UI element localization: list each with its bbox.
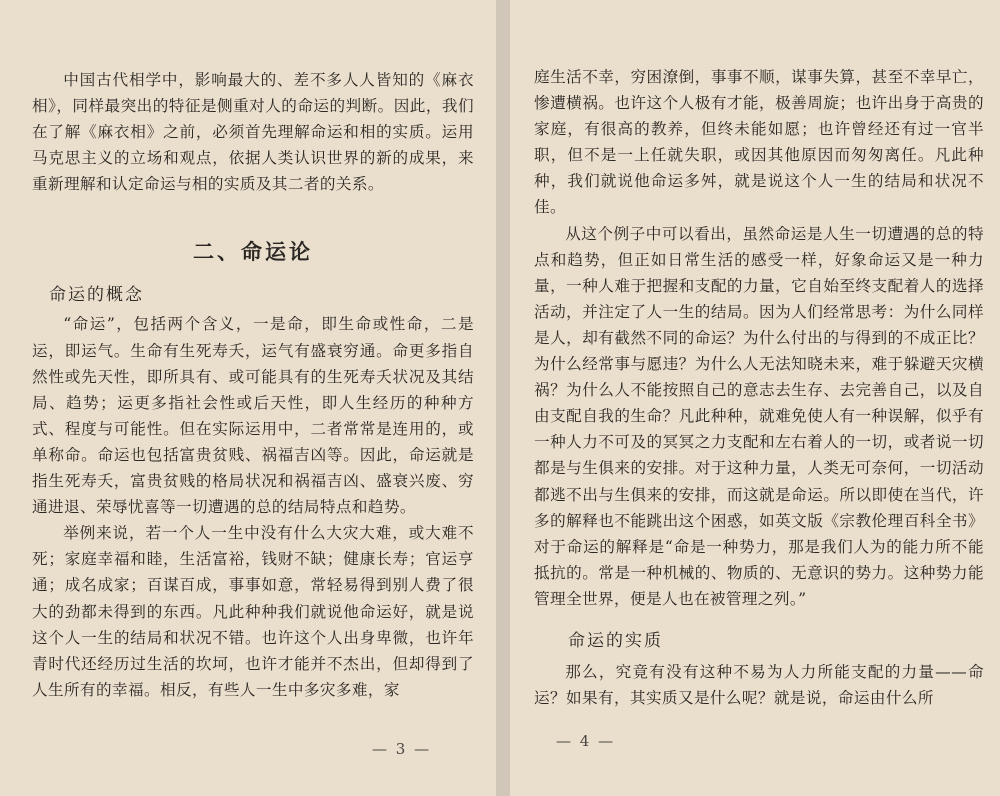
force-paragraph: 从这个例子中可以看出，虽然命运是人生一切遭遇的总的特点和趋势，但正如日常生活的感受一样，好象命运又是一种力量，一种人难于把握和支配的力量，它自始至终支配着人的选择活动，并注定了人一生的结局。因为人们经常思考：为什么同样是人，却有截然不同的命运？为什么付出的与得到的不成正比？为什么经常事与愿违？为什么人无法知晓未来，难于躲避天灾横祸？为什么人不能按照自己的意志去生存、去完善自己，以及自由支配自我的生命？凡此种种，就难免使人有一种误解，似乎有一种人力不可及的冥冥之力支配和左右着人的一切，或者说一切都是与生俱来的安排。对于这种力量，人类无可奈何，一切活动都逃不出与生俱来的安排，而这就是命运。所以即使在当代，许多的解释也不能跳出这个困惑，如英文版《宗教伦理百科全书》对于命运的解释是“命是一种势力，那是我们人为的能力所不能抵抗的。常是一种机械的、物质的、无意识的势力。这种势力能管理全世界，便是人也在被管理之列。” (534, 224, 984, 608)
question-paragraph: 那么，究竟有没有这种不易为人力所能支配的力量——命运？如果有，其实质又是什么呢？就是说，命运由什么所 (534, 662, 984, 708)
page-number-left: — 3 — (372, 740, 432, 758)
right-page (510, 0, 1000, 796)
section-title: 二、命运论 (193, 239, 313, 265)
concept-paragraph: “命运”，包括两个含义，一是命，即生命或性命，二是运，即运气。生命有生死寿夭，运气有盛衰穷通。命更多指自然性或先天性，即所具有、或可能具有的生死寿夭状况及其结局、趋势；运更多指社会性或后天性，即人生经历的种种方式、程度与可能性。但在实际运用中，二者常常是连用的，或单称命。命运也包括富贵贫贱、祸福吉凶等。因此，命运就是指生死寿夭，富贵贫贱的格局状况和祸福吉凶、盛衰兴废、穷通进退、荣辱忧喜等一切遭遇的总的结局特点和趋势。 (32, 315, 474, 517)
example-paragraph: 举例来说，若一个人一生中没有什么大灾大难，或大难不死；家庭幸福和睦，生活富裕，钱财不缺；健康长寿；官运亨通；成名成家；百谋百成，事事如意，常轻易得到别人费了很大的劲都未得到的东西。凡此种种我们就说他命运好，就是说这个人一生的结局和状况不错。也许这个人出身卑微，也许年青时代还经历过生活的坎坷，也许才能并不杰出，但却得到了人生所有的幸福。相反，有些人一生中多灾多难，家 (32, 524, 474, 699)
continued-paragraph: 庭生活不幸，穷困潦倒，事事不顺，谋事失算，甚至不幸早亡，惨遭横祸。也许这个人极有才能，极善周旋；也许出身于高贵的家庭，有很高的教养，但终未能如愿；也许曾经还有过一官半职，但不是一上任就失职，或因其他原因而匆匆离任。凡此种种，我们就说他命运多舛，就是说这个人一生的结局和状况不佳。 (534, 68, 984, 217)
subheading-essence: 命运的实质 (568, 630, 663, 651)
subheading-concept: 命运的概念 (49, 285, 144, 306)
intro-paragraph: 中国古代相学中，影响最大的、差不多人人皆知的《麻衣相》，同样最突出的特征是侧重对人的命运的判断。因此，我们在了解《麻衣相》之前，必须首先理解命运和相的实质。运用马克思主义的立场和观点，依据人类认识世界的新的成果，来重新理解和认定命运与相的实质及其二者的关系。 (32, 71, 474, 194)
book-gutter (496, 0, 510, 796)
left-page (0, 0, 496, 796)
page-number-right: — 4 — (556, 732, 616, 750)
